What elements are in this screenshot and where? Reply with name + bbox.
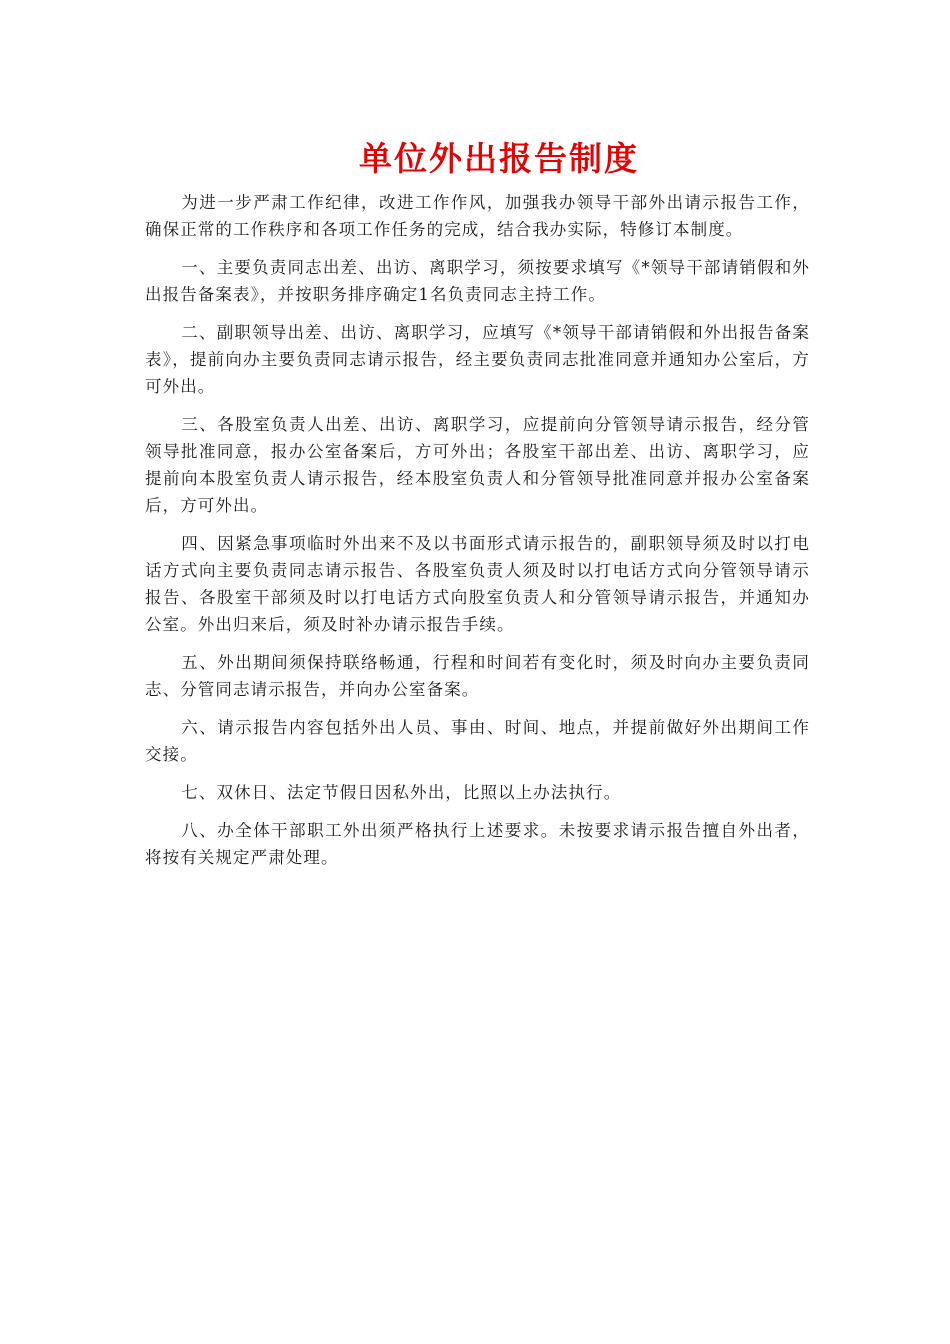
clause-7-paragraph: 七、双休日、法定节假日因私外出，比照以上办法执行。 [181, 783, 622, 802]
clause-5-paragraph: 五、外出期间须保持联络畅通，行程和时间若有变化时，须及时向办主要负责同志、分管同志请示报告，并向办公室备案。 [145, 653, 810, 699]
clause-2-paragraph: 二、副职领导出差、出访、离职学习，应填写《*领导干部请销假和外出报告备案表》，提前向办主要负责同志请示报告，经主要负责同志批准同意并通知办公室后，方可外出。 [145, 323, 810, 396]
document-title: 单位外出报告制度 [359, 139, 639, 178]
clause-3-paragraph: 三、各股室负责人出差、出访、离职学习，应提前向分管领导请示报告，经分管领导批准同意，报办公室备案后，方可外出；各股室干部出差、出访、离职学习，应提前向本股室负责人请示报告，经本股室负责人和分管领导批准同意并报办公室备案后，方可外出。 [145, 415, 810, 515]
intro-paragraph: 为进一步严肃工作纪律，改进工作作风，加强我办领导干部外出请示报告工作，确保正常的工作秩序和各项工作任务的完成，结合我办实际，特修订本制度。 [145, 193, 810, 239]
clause-1-paragraph: 一、主要负责同志出差、出访、离职学习，须按要求填写《*领导干部请销假和外出报告备案表》，并按职务排序确定1名负责同志主持工作。 [145, 258, 810, 304]
document-body [145, 189, 810, 882]
clause-4-paragraph: 四、因紧急事项临时外出来不及以书面形式请示报告的，副职领导须及时以打电话方式向主要负责同志请示报告、各股室负责人须及时以打电话方式向分管领导请示报告、各股室干部须及时以打电话方式向股室负责人和分管领导请示报告，并通知办公室。外出归来后，须及时补办请示报告手续。 [145, 534, 810, 634]
clause-6-paragraph: 六、请示报告内容包括外出人员、事由、时间、地点，并提前做好外出期间工作交接。 [145, 718, 810, 764]
clause-8-paragraph: 八、办全体干部职工外出须严格执行上述要求。未按要求请示报告擅自外出者，将按有关规定严肃处理。 [145, 821, 810, 867]
